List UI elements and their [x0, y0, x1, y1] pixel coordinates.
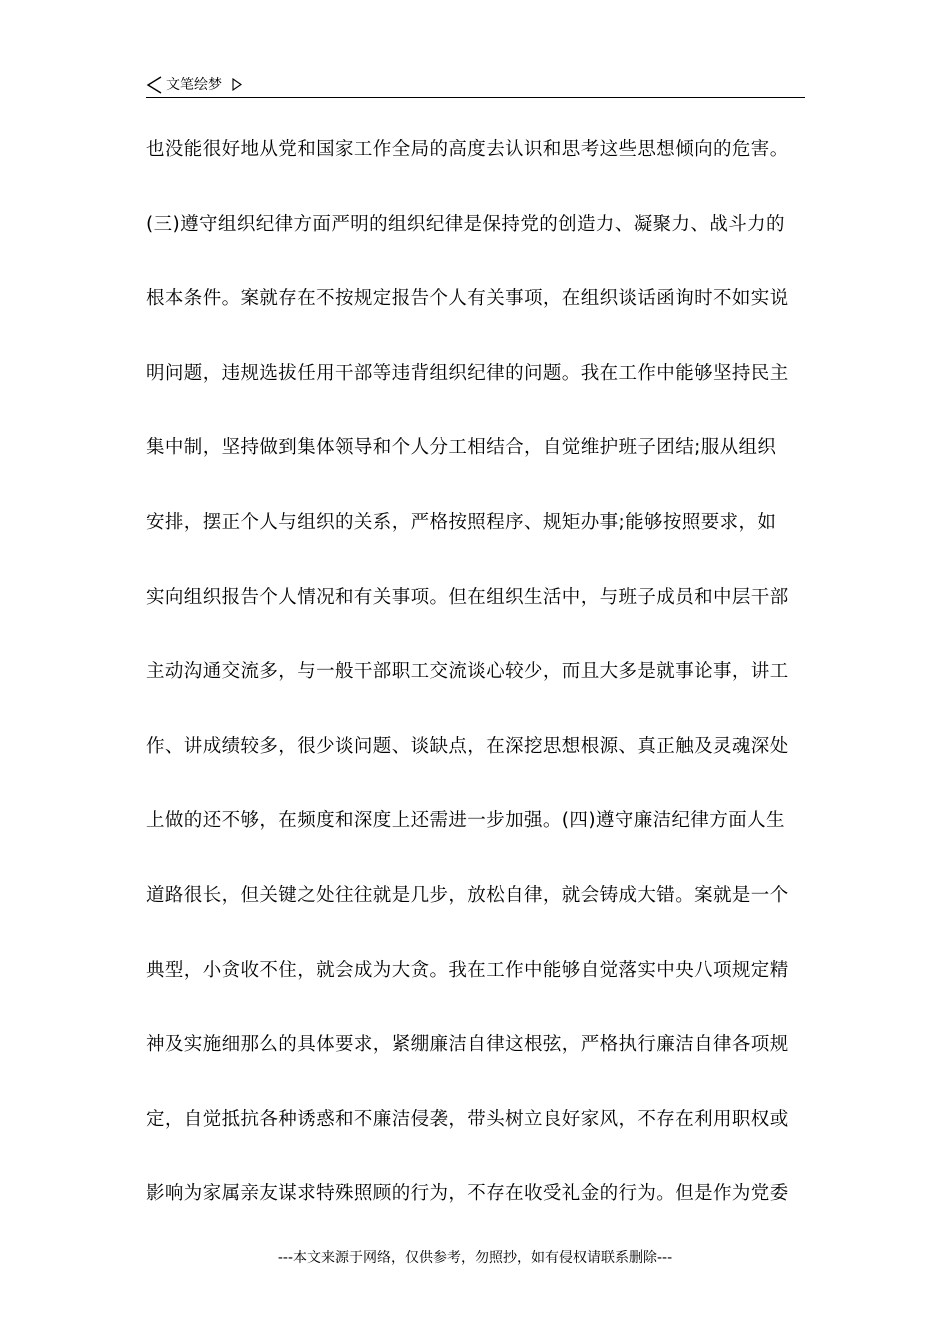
body-line: 上做的还不够，在频度和深度上还需进一步加强。(四)遵守廉洁纪律方面人生 — [146, 810, 785, 832]
body-line: 神及实施细那么的具体要求，紧绷廉洁自律这根弦，严格执行廉洁自律各项规 — [146, 1034, 789, 1056]
body-line: 根本条件。案就存在不按规定报告个人有关事项，在组织谈话函询时不如实说 — [146, 288, 789, 310]
body-line: 也没能很好地从党和国家工作全局的高度去认识和思考这些思想倾向的危害。 — [146, 139, 789, 160]
body-line: 定，自觉抵抗各种诱惑和不廉洁侵袭，带头树立良好家风，不存在利用职权或 — [146, 1108, 789, 1130]
body-line: 影响为家属亲友谋求特殊照顾的行为，不存在收受礼金的行为。但是作为党委 — [146, 1183, 789, 1205]
page-footer: ---本文来源于网络，仅供参考，勿照抄，如有侵权请联系删除--- — [277, 1250, 673, 1266]
body-line: 作、讲成绩较多，很少谈问题、谈缺点，在深挖思想根源、真正触及灵魂深处 — [146, 735, 789, 757]
left-triangle-icon — [146, 75, 162, 95]
body-line: 典型，小贪收不住，就会成为大贪。我在工作中能够自觉落实中央八项规定精 — [146, 959, 789, 981]
body-line: 明问题，违规选拔任用干部等违背组织纪律的问题。我在工作中能够坚持民主 — [146, 362, 789, 384]
body-line: 道路很长，但关键之处往往就是几步，放松自律，就会铸成大错。案就是一个 — [146, 884, 789, 906]
body-line: 集中制，坚持做到集体领导和个人分工相结合，自觉维护班子团结;服从组织 — [146, 437, 777, 459]
header-title: 文笔绘梦 — [166, 77, 222, 93]
body-line: 实向组织报告个人情况和有关事项。但在组织生活中，与班子成员和中层干部 — [146, 586, 789, 608]
body-line: (三)遵守组织纪律方面严明的组织纪律是保持党的创造力、凝聚力、战斗力的 — [146, 213, 785, 235]
page-header — [146, 74, 805, 98]
right-triangle-icon — [232, 76, 242, 89]
body-line: 安排，摆正个人与组织的关系，严格按照程序、规矩办事;能够按照要求，如 — [146, 511, 777, 533]
body-line: 主动沟通交流多，与一般干部职工交流谈心较少，而且大多是就事论事，讲工 — [146, 661, 789, 683]
document-body — [146, 130, 805, 1249]
header-divider — [146, 97, 805, 98]
